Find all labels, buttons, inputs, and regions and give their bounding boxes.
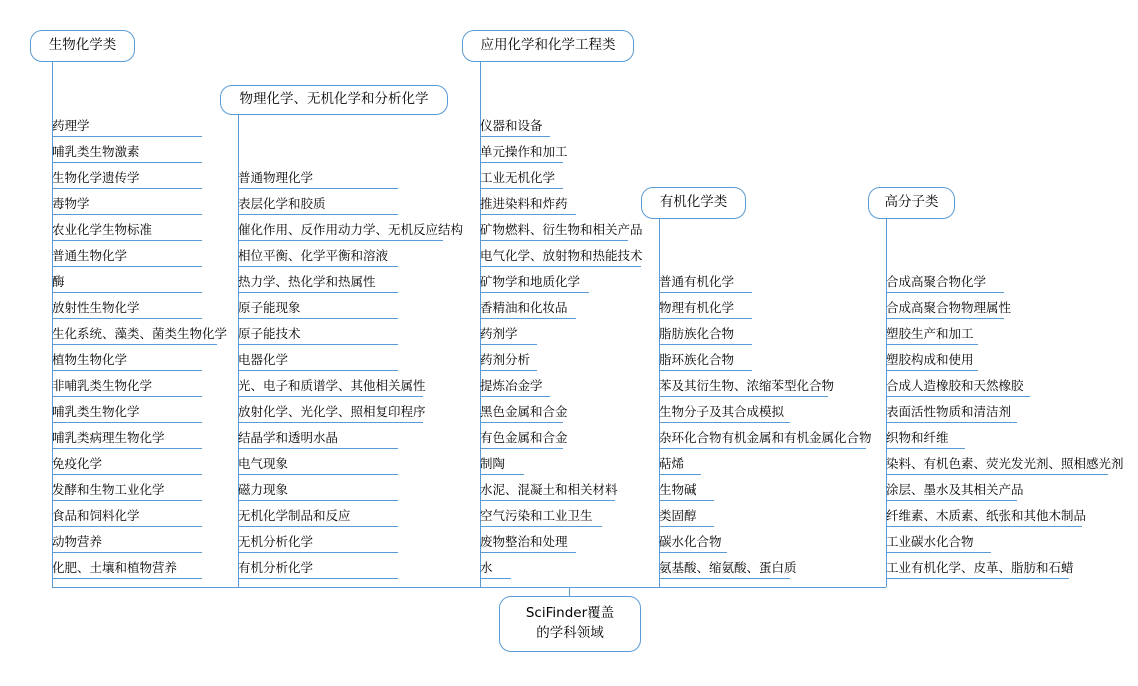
list-item[interactable]: 原子能现象 xyxy=(238,301,398,319)
list-item[interactable]: 工业碳水化合物 xyxy=(886,535,991,553)
list-item[interactable]: 生物碱 xyxy=(659,483,714,501)
list-item[interactable]: 纤维素、木质素、纸张和其他木制品 xyxy=(886,509,1082,527)
list-item[interactable]: 药剂学 xyxy=(480,327,537,345)
list-item[interactable]: 推进染料和炸药 xyxy=(480,197,576,215)
list-item[interactable]: 水泥、混凝土和相关材料 xyxy=(480,483,615,501)
list-item[interactable]: 结晶学和透明水晶 xyxy=(238,431,398,449)
list-item[interactable]: 提炼冶金学 xyxy=(480,379,550,397)
list-item[interactable]: 普通物理化学 xyxy=(238,171,398,189)
category-box-physical-inorganic-analytical[interactable]: 物理化学、无机化学和分析化学 xyxy=(220,85,448,115)
list-item[interactable]: 光、电子和质谱学、其他相关属性 xyxy=(238,379,423,397)
list-item[interactable]: 合成高聚合物物理属性 xyxy=(886,301,1004,319)
list-item[interactable]: 表层化学和胶质 xyxy=(238,197,398,215)
category-box-polymer[interactable]: 高分子类 xyxy=(868,187,955,219)
list-item[interactable]: 酶 xyxy=(52,275,202,293)
list-item[interactable]: 工业无机化学 xyxy=(480,171,563,189)
center-node-line1: SciFinder覆盖 xyxy=(525,605,615,622)
list-item[interactable]: 农业化学生物标准 xyxy=(52,223,202,241)
list-item[interactable]: 染料、有机色素、荧光发光剂、照相感光剂 xyxy=(886,457,1108,475)
list-item[interactable]: 普通生物化学 xyxy=(52,249,202,267)
list-item[interactable]: 废物整治和处理 xyxy=(480,535,576,553)
list-item[interactable]: 普通有机化学 xyxy=(659,275,752,293)
list-item[interactable]: 原子能技术 xyxy=(238,327,398,345)
list-item[interactable]: 催化作用、反作用动力学、无机反应结构 xyxy=(238,223,443,241)
list-item[interactable]: 空气污染和工业卫生 xyxy=(480,509,602,527)
list-item[interactable]: 电气化学、放射物和热能技术 xyxy=(480,249,641,267)
list-item[interactable]: 无机化学制品和反应 xyxy=(238,509,398,527)
list-item[interactable]: 生物分子及其合成模拟 xyxy=(659,405,790,423)
list-item[interactable]: 涂层、墨水及其相关产品 xyxy=(886,483,1017,501)
list-item[interactable]: 脂肪族化合物 xyxy=(659,327,752,345)
list-item[interactable]: 制陶 xyxy=(480,457,524,475)
list-item[interactable]: 黑色金属和合金 xyxy=(480,405,563,423)
connector-center-drop xyxy=(569,587,570,596)
list-item[interactable]: 免疫化学 xyxy=(52,457,202,475)
list-item[interactable]: 哺乳类生物化学 xyxy=(52,405,202,423)
list-item[interactable]: 生物化学遗传学 xyxy=(52,171,202,189)
list-item[interactable]: 哺乳类病理生物化学 xyxy=(52,431,202,449)
list-item[interactable]: 合成高聚合物化学 xyxy=(886,275,1004,293)
list-item[interactable]: 物理有机化学 xyxy=(659,301,752,319)
list-item[interactable]: 电器化学 xyxy=(238,353,398,371)
list-item[interactable]: 放射化学、光化学、照相复印程序 xyxy=(238,405,423,423)
list-item[interactable]: 药剂分析 xyxy=(480,353,537,371)
list-item[interactable]: 热力学、热化学和热属性 xyxy=(238,275,398,293)
list-item[interactable]: 矿物学和地质化学 xyxy=(480,275,589,293)
list-item[interactable]: 有色金属和合金 xyxy=(480,431,563,449)
list-item[interactable]: 药理学 xyxy=(52,119,202,137)
center-node[interactable] xyxy=(499,596,641,652)
list-item[interactable]: 动物营养 xyxy=(52,535,202,553)
list-item[interactable]: 生化系统、藻类、菌类生物化学 xyxy=(52,327,217,345)
list-item[interactable]: 食品和饲料化学 xyxy=(52,509,202,527)
category-box-biochemistry[interactable]: 生物化学类 xyxy=(30,30,135,62)
list-item[interactable]: 杂环化合物有机金属和有机金属化合物 xyxy=(659,431,866,449)
center-node-line2: 的学科领域 xyxy=(536,625,604,641)
list-item[interactable]: 碳水化合物 xyxy=(659,535,727,553)
list-item[interactable]: 无机分析化学 xyxy=(238,535,398,553)
list-item[interactable]: 香精油和化妆品 xyxy=(480,301,576,319)
list-item[interactable]: 非哺乳类生物化学 xyxy=(52,379,202,397)
list-item[interactable]: 水 xyxy=(480,561,511,579)
list-item[interactable]: 磁力现象 xyxy=(238,483,398,501)
list-item[interactable]: 类固醇 xyxy=(659,509,714,527)
list-item[interactable]: 化肥、土壤和植物营养 xyxy=(52,561,202,579)
list-item[interactable]: 矿物燃料、衍生物和相关产品 xyxy=(480,223,628,241)
list-item[interactable]: 织物和纤维 xyxy=(886,431,965,449)
list-item[interactable]: 仪器和设备 xyxy=(480,119,550,137)
list-item[interactable]: 植物生物化学 xyxy=(52,353,202,371)
list-item[interactable]: 毒物学 xyxy=(52,197,202,215)
list-item[interactable]: 工业有机化学、皮革、脂肪和石蜡 xyxy=(886,561,1069,579)
list-item[interactable]: 电气现象 xyxy=(238,457,398,475)
list-item[interactable]: 哺乳类生物激素 xyxy=(52,145,202,163)
category-box-organic-chemistry[interactable]: 有机化学类 xyxy=(641,187,746,219)
list-item[interactable]: 萜烯 xyxy=(659,457,701,475)
list-item[interactable]: 发酵和生物工业化学 xyxy=(52,483,202,501)
list-item[interactable]: 塑胶构成和使用 xyxy=(886,353,978,371)
list-item[interactable]: 苯及其衍生物、浓缩苯型化合物 xyxy=(659,379,828,397)
list-item[interactable]: 相位平衡、化学平衡和溶液 xyxy=(238,249,398,267)
connector-bottom-rail xyxy=(52,587,886,588)
list-item[interactable]: 合成人造橡胶和天然橡胶 xyxy=(886,379,1030,397)
list-item[interactable]: 单元操作和加工 xyxy=(480,145,563,163)
list-item[interactable]: 表面活性物质和清洁剂 xyxy=(886,405,1017,423)
list-item[interactable]: 有机分析化学 xyxy=(238,561,398,579)
list-item[interactable]: 脂环族化合物 xyxy=(659,353,752,371)
list-item[interactable]: 塑胶生产和加工 xyxy=(886,327,978,345)
list-item[interactable]: 氨基酸、缩氨酸、蛋白质 xyxy=(659,561,790,579)
list-item[interactable]: 放射性生物化学 xyxy=(52,301,202,319)
category-box-applied-chemistry-engineering[interactable]: 应用化学和化学工程类 xyxy=(462,30,634,62)
